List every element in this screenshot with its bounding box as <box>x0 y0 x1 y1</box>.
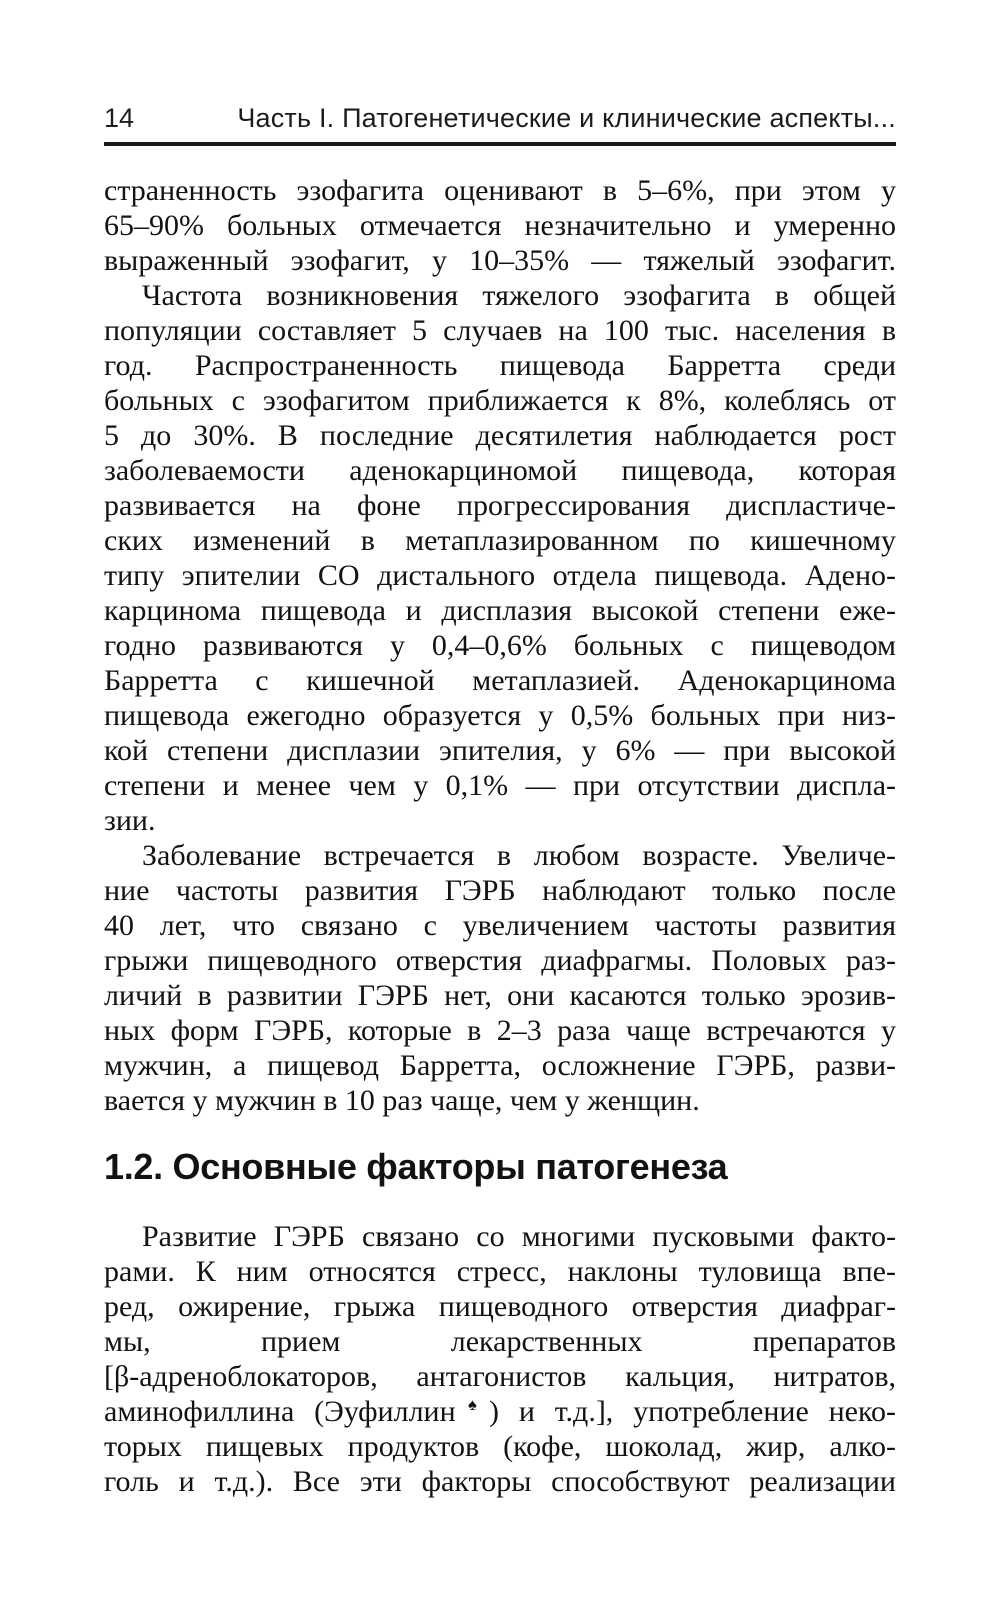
text-line: Барретта с кишечной метаплазией. Аденокарцинома <box>104 664 896 697</box>
text-line: кой степени дисплазии эпителия, у 6% — при высокой <box>104 734 896 767</box>
text-line: выраженный эзофагит, у 10–35% — тяжелый эзофагит. <box>104 244 896 277</box>
paragraph <box>104 1219 896 1499</box>
running-head: Часть I. Патогенетические и клинические аспекты... <box>237 103 896 133</box>
text-line: пищевода ежегодно образуется у 0,5% больных при низ- <box>104 699 896 732</box>
text-line: карцинома пищевода и дисплазия высокой степени еже- <box>104 594 896 627</box>
text-line: грыжи пищеводного отверстия диафрагмы. Половых раз- <box>104 944 896 977</box>
text-line: годно развиваются у 0,4–0,6% больных с пищеводом <box>104 629 896 662</box>
paragraph <box>104 838 896 1118</box>
text-line: больных с эзофагитом приближается к 8%, колеблясь от <box>104 384 896 417</box>
text-line: ние частоты развития ГЭРБ наблюдают только после <box>104 874 896 907</box>
text-line: мужчин, а пищевод Барретта, осложнение ГЭРБ, разви- <box>104 1049 896 1082</box>
text-line: рами. К ним относятся стресс, наклоны туловища впе- <box>104 1255 896 1288</box>
text-line: вается у мужчин в 10 раз чаще, чем у женщин. <box>104 1084 700 1117</box>
text-line: страненность эзофагита оценивают в 5–6%, при этом у <box>104 174 896 207</box>
paragraph <box>104 278 896 838</box>
text-line: личий в развитии ГЭРБ нет, они касаются только эрозив- <box>104 979 896 1012</box>
paragraph <box>104 173 896 278</box>
text-line: [β-адреноблокаторов, антагонистов кальция, нитратов, <box>104 1360 896 1393</box>
section-heading: 1.2. Основные факторы патогенеза <box>104 1146 728 1187</box>
text-line: аминофиллина (Эуфиллин♠) и т.д.], употребление неко- <box>104 1395 896 1428</box>
text-line: ред, ожирение, грыжа пищеводного отверстия диафраг- <box>104 1290 896 1323</box>
body-text <box>104 173 896 1499</box>
page-header <box>104 103 896 133</box>
text-line: ных форм ГЭРБ, которые в 2–3 раза чаще встречаются у <box>104 1014 896 1047</box>
text-line: 40 лет, что связано с увеличением частоты развития <box>104 909 896 942</box>
text-line: развивается на фоне прогрессирования диспластиче- <box>104 489 896 522</box>
text-line: голь и т.д.). Все эти факторы способствуют реализации <box>104 1465 896 1498</box>
trade-name-spade-symbol: ♠ <box>455 1395 490 1414</box>
header-rule <box>104 142 896 146</box>
text-line: популяции составляет 5 случаев на 100 тыс. населения в <box>104 314 896 347</box>
text-line: Частота возникновения тяжелого эзофагита в общей <box>142 279 896 312</box>
page-number: 14 <box>104 103 135 133</box>
text-line: Заболевание встречается в любом возрасте. Увеличе- <box>142 839 896 872</box>
text-line: год. Распространенность пищевода Барретта среди <box>104 349 896 382</box>
text-line: торых пищевых продуктов (кофе, шоколад, жир, алко- <box>104 1430 896 1463</box>
text-line: 5 до 30%. В последние десятилетия наблюдается рост <box>104 419 896 452</box>
text-line: степени и менее чем у 0,1% — при отсутствии диспла- <box>104 769 896 802</box>
text-line: мы, прием лекарственных препаратов <box>104 1325 896 1358</box>
text-line: зии. <box>104 804 156 837</box>
text-line: заболеваемости аденокарциномой пищевода, которая <box>104 454 896 487</box>
text-line: типу эпителии СО дистального отдела пищевода. Адено- <box>104 559 896 592</box>
text-line: Развитие ГЭРБ связано со многими пусковыми факто- <box>142 1220 896 1253</box>
text-line: 65–90% больных отмечается незначительно и умеренно <box>104 209 896 242</box>
text-line: ских изменений в метаплазированном по кишечному <box>104 524 896 557</box>
